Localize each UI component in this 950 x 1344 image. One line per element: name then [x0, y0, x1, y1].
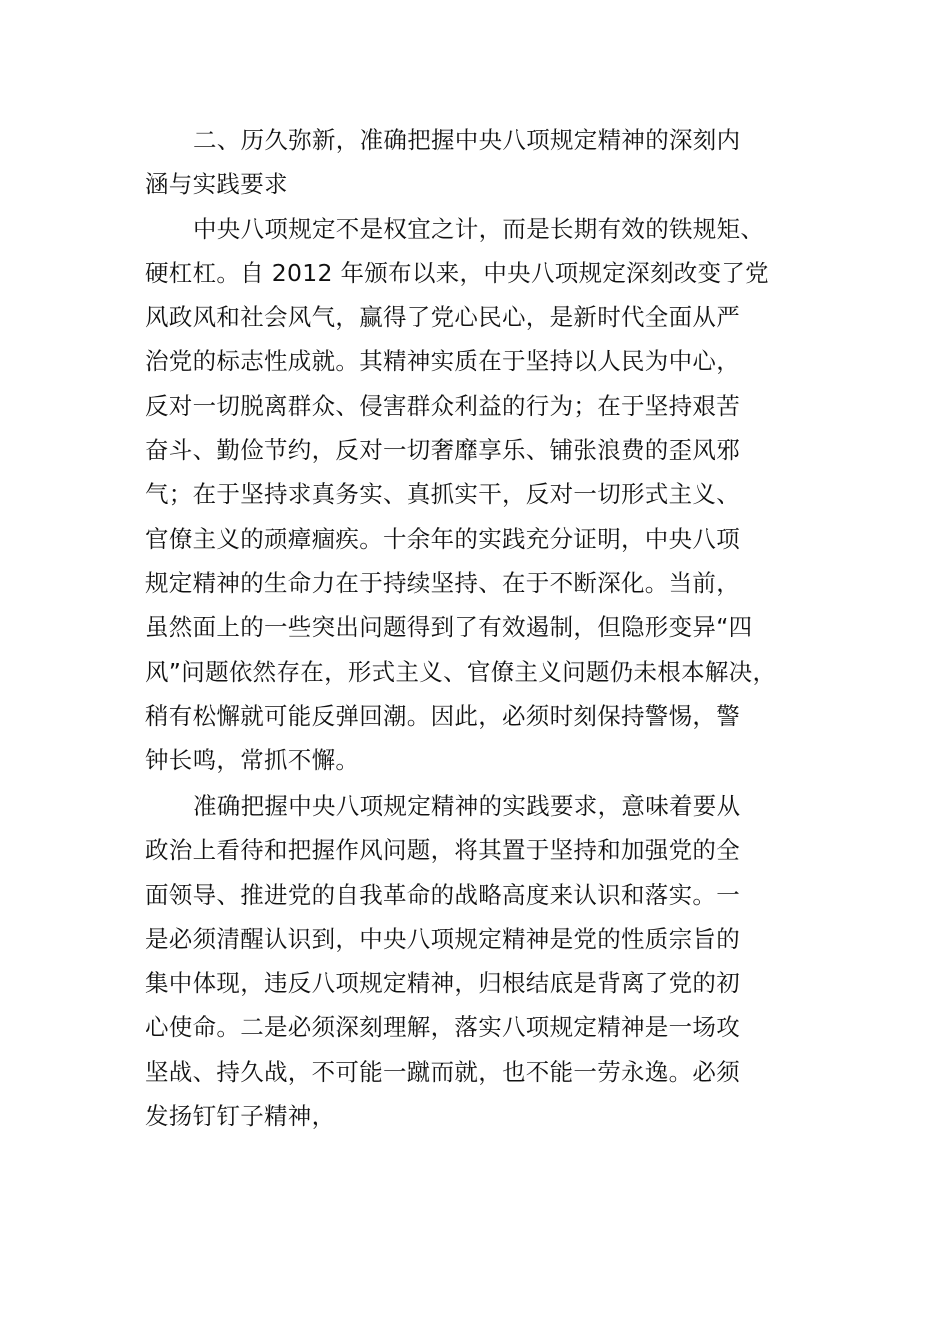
text-line: 稍有松懈就可能反弹回潮。因此，必须时刻保持警惕，警 — [145, 701, 740, 730]
text-line: 准确把握中央八项规定精神的实践要求，意味着要从 — [193, 791, 741, 820]
text-line: 虽然面上的一些突出问题得到了有效遏制，但隐形变异“四 — [145, 613, 753, 642]
text-line: 心使命。二是必须深刻理解，落实八项规定精神是一场攻 — [145, 1013, 740, 1042]
text-line: 风政风和社会风气，赢得了党心民心，是新时代全面从严 — [145, 303, 740, 332]
text-line: 官僚主义的顽瘴痼疾。十余年的实践充分证明，中央八项 — [145, 524, 740, 553]
section-heading — [145, 118, 835, 207]
text-line: 反对一切脱离群众、侵害群众利益的行为；在于坚持艰苦 — [145, 391, 740, 420]
text-line: 集中体现，违反八项规定精神，归根结底是背离了党的初 — [145, 969, 740, 998]
text-line: 政治上看待和把握作风问题，将其置于坚持和加强党的全 — [145, 836, 740, 865]
text-line: 规定精神的生命力在于持续坚持、在于不断深化。当前， — [145, 568, 740, 597]
text-line: 面领导、推进党的自我革命的战略高度来认识和落实。一 — [145, 880, 740, 909]
text-line: 坚战、持久战，不可能一蹴而就，也不能一劳永逸。必须 — [145, 1057, 740, 1086]
text-line: 中央八项规定不是权宜之计，而是长期有效的铁规矩、 — [193, 214, 765, 243]
text-line: 钟长鸣，常抓不懈。 — [145, 746, 360, 775]
heading-line: 涵与实践要求 — [145, 170, 288, 199]
heading-line: 二、历久弥新，准确把握中央八项规定精神的深刻内 — [193, 126, 741, 154]
text-line: 硬杠杠。自 2012 年颁布以来，中央八项规定深刻改变了党 — [145, 258, 769, 287]
text-line: 奋斗、勤俭节约，反对一切奢靡享乐、铺张浪费的歪风邪 — [145, 436, 740, 465]
text-line: 治党的标志性成就。其精神实质在于坚持以人民为中心， — [145, 347, 740, 376]
paragraph-1 — [145, 207, 835, 783]
text-line: 发扬钉钉子精神， — [145, 1102, 336, 1131]
paragraph-2 — [145, 784, 835, 1138]
document-page — [145, 118, 835, 1138]
text-line: 是必须清醒认识到，中央八项规定精神是党的性质宗旨的 — [145, 924, 740, 953]
text-line: 气；在于坚持求真务实、真抓实干，反对一切形式主义、 — [145, 480, 740, 509]
text-line: 风”问题依然存在，形式主义、官僚主义问题仍未根本解决， — [145, 657, 777, 686]
